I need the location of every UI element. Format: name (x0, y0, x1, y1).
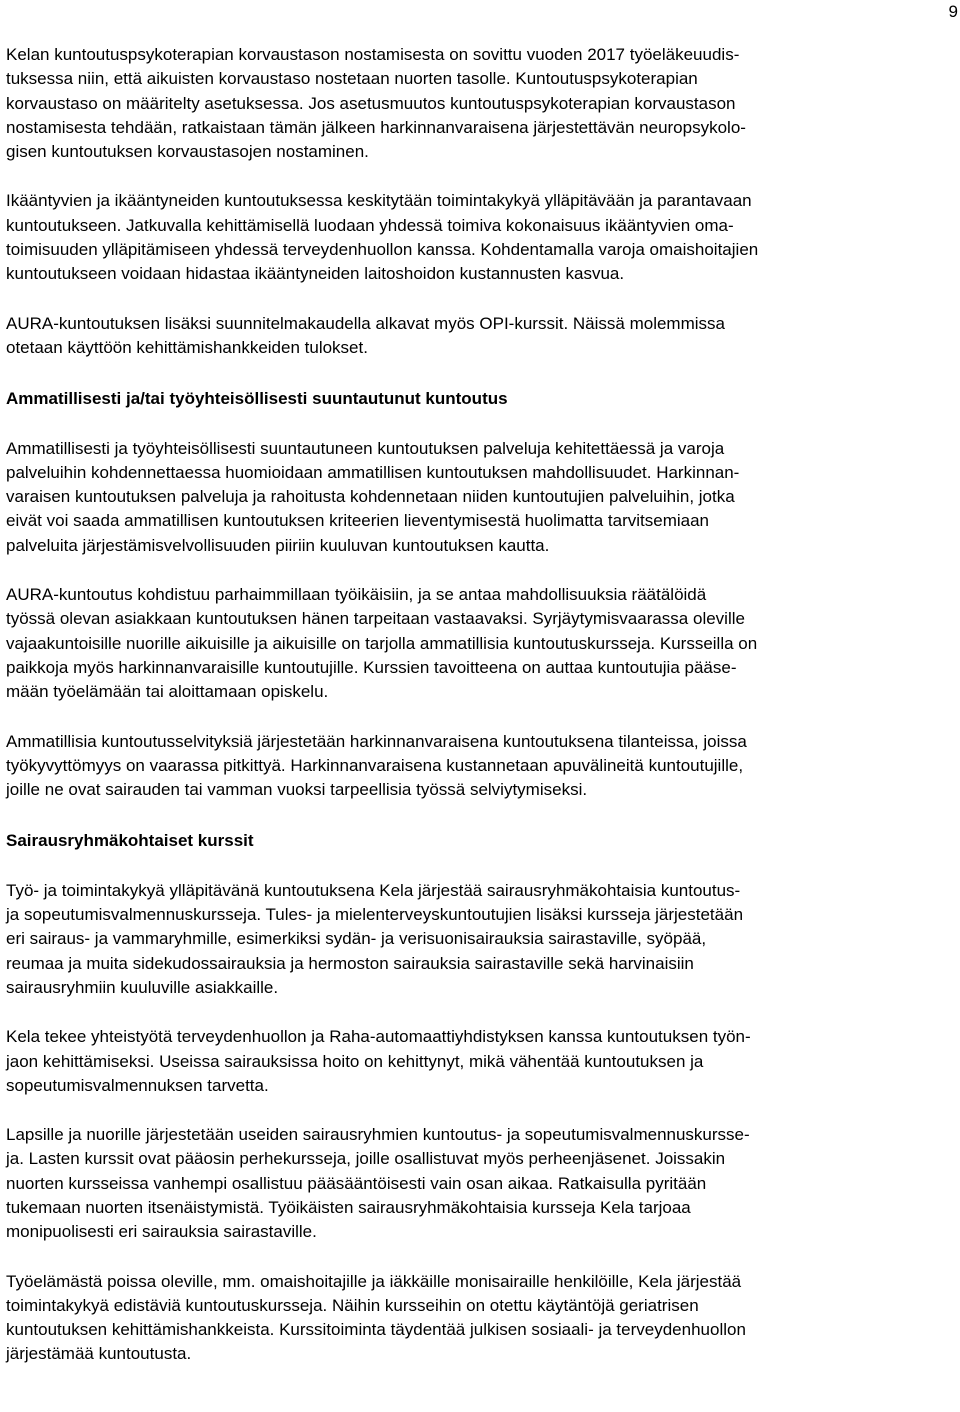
page-number: 9 (948, 2, 958, 21)
paragraph-disease-courses: Työ- ja toimintakykyä ylläpitävänä kuntoutuksena Kela järjestää sairausryhmäkohtaisia kuntoutus- ja sopeutumisvalmennuskursseja. Tules- ja mielenterveyskuntoutujien lisäksi kursseja järjestetään eri sairaus- ja vammaryhmille, esimerkiksi sydän- ja verisuonisairauksia sairastaville, syöpää, reumaa ja muita sidekudossairauksia ja hermoston sairauksia sairastaville sekä harvinaisiin sairausryhmiin kuuluville asiakkaille. (6, 880, 744, 997)
section-heading-disease-courses: Sairausryhmäkohtaiset kurssit (6, 831, 254, 851)
paragraph-children: Lapsille ja nuorille järjestetään useiden sairausryhmien kuntoutus- ja sopeutumisvalmennuskursse- ja. Lasten kurssit ovat pääosin perhekursseja, joille osallistuvat myös perheenjäsenet. Joissakin nuorten kursseissa vanhempi osallistuu pääsääntöisesti vain osan aikaa. Ratkaisulla pyritään tukemaan nuorten itsenäistymistä. Työikäisten sairausryhmäkohtaisia kursseja Kela tarjoaa monipuolisesti eri sairauksia sairastaville. (6, 1125, 750, 1242)
paragraph-aura-opi: AURA-kuntoutuksen lisäksi suunnitelmakaudella alkavat myös OPI-kurssit. Näissä molemmissa otetaan käyttöön kehittämishankkeiden tulokset. (6, 313, 725, 357)
paragraph-aura-working-age: AURA-kuntoutus kohdistuu parhaimmillaan työikäisiin, ja se antaa mahdollisuuksia räätälöidä työssä olevan asiakkaan kuntoutuksen hänen tarpeitaan vastaavaksi. Syrjäytymisvaarassa oleville vajaakuntoisille nuorille aikuisille ja aikuisille on tarjolla ammatillisia kuntoutuskursseja. Kursseilla on paikkoja myös harkinnanvaraisille kuntoutujille. Kurssien tavoitteena on auttaa kuntoutujia pääse- mään työelämään tai aloittamaan opiskelu. (6, 585, 758, 702)
paragraph-psychotherapy: Kelan kuntoutuspsykoterapian korvaustason nostamisesta on sovittu vuoden 2017 työeläkeuudis- tuksessa niin, että aikuisten korvaustaso nostetaan nuorten tasolle. Kuntoutuspsykoterapian korvaustaso on määritelty asetuksessa. Jos asetusmuutos kuntoutuspsykoterapian korvaustason nostamisesta tehdään, ratkaistaan tämän jälkeen harkinnanvaraisena järjestettävän neuropsykolo- gisen kuntoutuksen korvaustasojen nostaminen. (6, 45, 746, 162)
paragraph-cooperation: Kela tekee yhteistyötä terveydenhuollon ja Raha-automaattiyhdistyksen kanssa kuntoutuksen työn- jaon kehittämiseksi. Useissa sairauksissa hoito on kehittynyt, mikä vähentää kuntoutuksen ja sopeutumisvalmennuksen tarvetta. (6, 1027, 751, 1095)
paragraph-elderly: Ikääntyvien ja ikääntyneiden kuntoutuksessa keskitytään toimintakykyä ylläpitävään ja parantavaan kuntoutukseen. Jatkuvalla kehittämisellä luodaan yhdessä toimiva kokonaisuus ikääntyvien oma- toimisuuden ylläpitämiseen yhdessä terveydenhuollon kanssa. Kohdentamalla varoja omaishoitajien kuntoutukseen voidaan hidastaa ikääntyneiden laitoshoidon kustannusten kasvua. (6, 191, 759, 284)
document-body (6, 43, 956, 1367)
paragraph-out-of-work: Työelämästä poissa oleville, mm. omaishoitajille ja iäkkäille monisairaille henkilöille, Kela järjestää toimintakykyä edistäviä kuntoutuskursseja. Näihin kursseihin on otettu käytäntöjä geriatrisen kuntoutuksen kehittämishankkeista. Kurssitoiminta täydentää julkisen sosiaali- ja terveydenhuollon järjestämää kuntoutusta. (6, 1271, 746, 1364)
paragraph-assessments: Ammatillisia kuntoutusselvityksiä järjestetään harkinnanvaraisena kuntoutuksena tilanteissa, joissa työkyvyttömyys on vaarassa pitkittyä. Harkinnanvaraisena kustannetaan apuvälineitä kuntoutujille, joille ne ovat sairauden tai vamman vuoksi tarpeellisia työssä selviytymiseksi. (6, 731, 747, 800)
section-heading-vocational: Ammatillisesti ja/tai työyhteisöllisesti suuntautunut kuntoutus (6, 389, 508, 409)
paragraph-vocational: Ammatillisesti ja työyhteisöllisesti suuntautuneen kuntoutuksen palveluja kehitettäessä ja varoja palveluihin kohdennettaessa huomioidaan ammatillisen kuntoutuksen mahdollisuudet. Harkinnan- varaisen kuntoutuksen palveluja ja rahoitusta kohdennetaan niiden kuntoutujien palveluihin, jotka eivät voi saada ammatillisen kuntoutuksen kriteerien lieventymisestä huolimatta tarvitsemiaan palveluita järjestämisvelvollisuuden piiriin kuuluvan kuntoutuksen kautta. (6, 438, 740, 555)
